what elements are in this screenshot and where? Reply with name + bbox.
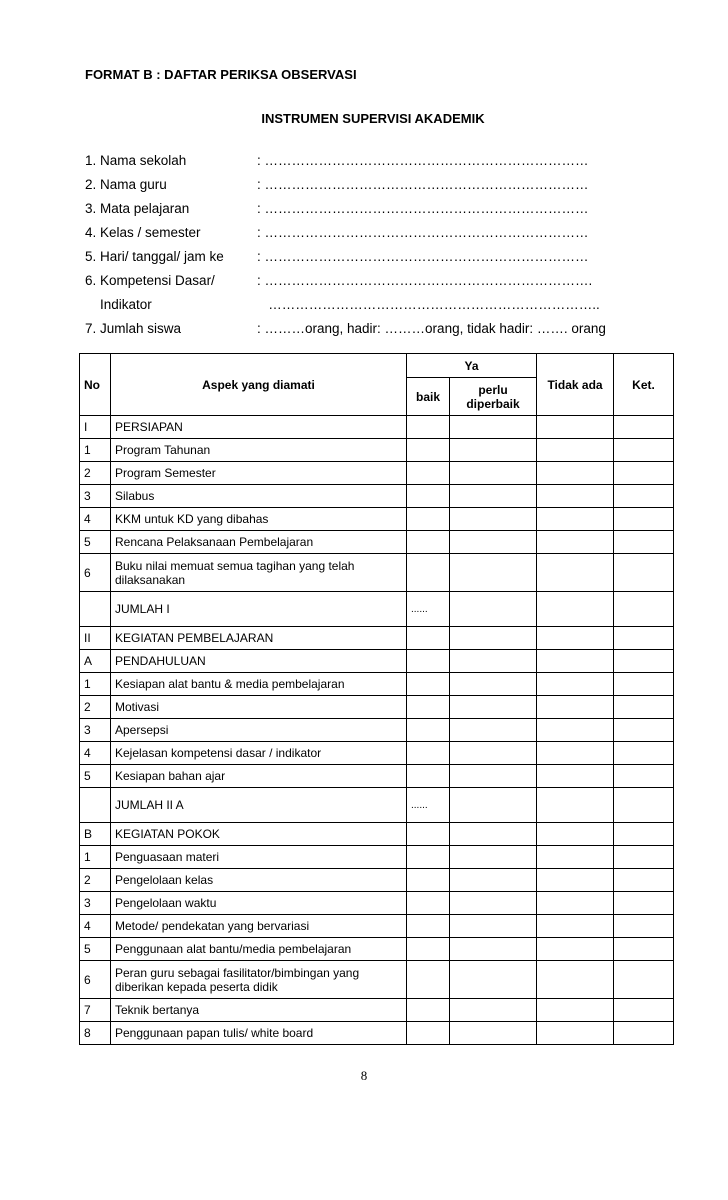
ket-cell[interactable] <box>614 485 674 508</box>
ket-cell[interactable] <box>614 938 674 961</box>
row-number: 8 <box>80 1022 111 1045</box>
perlu-cell[interactable] <box>450 696 537 719</box>
tidak-ada-cell[interactable] <box>537 1022 614 1045</box>
tidak-ada-cell[interactable] <box>537 788 614 823</box>
baik-cell[interactable] <box>407 742 450 765</box>
row-aspect: Rencana Pelaksanaan Pembelajaran <box>111 531 407 554</box>
table-row <box>80 765 674 788</box>
field-value: : ……………………………………………………………… <box>257 153 589 168</box>
document-title <box>0 111 728 126</box>
row-number: 4 <box>80 742 111 765</box>
row-aspect: KEGIATAN POKOK <box>111 823 407 846</box>
field-label: 2. Nama guru <box>85 177 167 192</box>
baik-cell[interactable] <box>407 999 450 1022</box>
perlu-cell[interactable] <box>450 788 537 823</box>
baik-cell[interactable] <box>407 961 450 999</box>
row-number: 5 <box>80 765 111 788</box>
tidak-ada-cell[interactable] <box>537 961 614 999</box>
baik-cell[interactable] <box>407 915 450 938</box>
perlu-cell[interactable] <box>450 508 537 531</box>
row-number <box>80 788 111 823</box>
perlu-cell[interactable] <box>450 462 537 485</box>
table-row <box>80 846 674 869</box>
field-value: : ……………………………………………………………… <box>257 177 589 192</box>
tidak-ada-cell[interactable] <box>537 508 614 531</box>
perlu-cell[interactable] <box>450 869 537 892</box>
tidak-ada-cell[interactable] <box>537 915 614 938</box>
tidak-ada-cell[interactable] <box>537 439 614 462</box>
baik-cell[interactable] <box>407 938 450 961</box>
row-number: 5 <box>80 938 111 961</box>
tidak-ada-cell[interactable] <box>537 650 614 673</box>
perlu-cell[interactable] <box>450 961 537 999</box>
table-row <box>80 416 674 439</box>
header-ya: Ya <box>407 354 537 378</box>
tidak-ada-cell[interactable] <box>537 719 614 742</box>
perlu-cell[interactable] <box>450 673 537 696</box>
perlu-cell[interactable] <box>450 765 537 788</box>
baik-cell[interactable]: ...... <box>407 592 450 627</box>
perlu-cell[interactable] <box>450 592 537 627</box>
ket-cell[interactable] <box>614 742 674 765</box>
row-aspect: KEGIATAN PEMBELAJARAN <box>111 627 407 650</box>
row-aspect: PENDAHULUAN <box>111 650 407 673</box>
table-row <box>80 531 674 554</box>
row-aspect: Metode/ pendekatan yang bervariasi <box>111 915 407 938</box>
perlu-cell[interactable] <box>450 999 537 1022</box>
baik-cell[interactable] <box>407 508 450 531</box>
perlu-cell[interactable] <box>450 485 537 508</box>
baik-cell[interactable] <box>407 485 450 508</box>
header-no: No <box>80 354 111 416</box>
table-row <box>80 554 674 592</box>
table-row <box>80 938 674 961</box>
header-aspek: Aspek yang diamati <box>111 354 407 416</box>
ket-cell[interactable] <box>614 554 674 592</box>
table-row <box>80 742 674 765</box>
ket-cell[interactable] <box>614 650 674 673</box>
baik-cell[interactable] <box>407 531 450 554</box>
perlu-cell[interactable] <box>450 531 537 554</box>
ket-cell[interactable] <box>614 999 674 1022</box>
baik-cell[interactable] <box>407 869 450 892</box>
table-row <box>80 439 674 462</box>
perlu-cell[interactable] <box>450 742 537 765</box>
row-number: 2 <box>80 869 111 892</box>
tidak-ada-cell[interactable] <box>537 999 614 1022</box>
row-number: 3 <box>80 719 111 742</box>
row-number: 6 <box>80 554 111 592</box>
ket-cell[interactable] <box>614 508 674 531</box>
table-row <box>80 788 674 823</box>
row-aspect: JUMLAH I <box>111 592 407 627</box>
ket-cell[interactable] <box>614 439 674 462</box>
table-row <box>80 999 674 1022</box>
baik-cell[interactable] <box>407 627 450 650</box>
tidak-ada-cell[interactable] <box>537 416 614 439</box>
perlu-cell[interactable] <box>450 1022 537 1045</box>
field-label: Indikator <box>85 297 152 312</box>
table-row <box>80 823 674 846</box>
tidak-ada-cell[interactable] <box>537 938 614 961</box>
perlu-cell[interactable] <box>450 554 537 592</box>
baik-cell[interactable]: ...... <box>407 788 450 823</box>
table-row <box>80 915 674 938</box>
observation-table <box>79 353 674 1045</box>
field-label: 6. Kompetensi Dasar/ <box>85 273 215 288</box>
row-aspect: Pengelolaan waktu <box>111 892 407 915</box>
table-row <box>80 673 674 696</box>
row-aspect: Apersepsi <box>111 719 407 742</box>
field-value: ……………………………………………………………….. <box>257 297 600 312</box>
row-aspect: JUMLAH II A <box>111 788 407 823</box>
field-value: : ……………………………………………………………… <box>257 249 589 264</box>
ket-cell[interactable] <box>614 788 674 823</box>
baik-cell[interactable] <box>407 823 450 846</box>
table-row <box>80 1022 674 1045</box>
row-aspect: Kesiapan bahan ajar <box>111 765 407 788</box>
row-aspect: Buku nilai memuat semua tagihan yang telah dilaksanakan <box>111 554 407 592</box>
baik-cell[interactable] <box>407 650 450 673</box>
tidak-ada-cell[interactable] <box>537 869 614 892</box>
ket-cell[interactable] <box>614 416 674 439</box>
perlu-cell[interactable] <box>450 416 537 439</box>
field-label: 3. Mata pelajaran <box>85 201 190 216</box>
ket-cell[interactable] <box>614 915 674 938</box>
baik-cell[interactable] <box>407 1022 450 1045</box>
row-number: 6 <box>80 961 111 999</box>
row-aspect: Program Tahunan <box>111 439 407 462</box>
document-title-text: INSTRUMEN SUPERVISI AKADEMIK <box>261 111 485 126</box>
row-number: 5 <box>80 531 111 554</box>
row-number: 1 <box>80 673 111 696</box>
row-aspect: Teknik bertanya <box>111 999 407 1022</box>
table-row <box>80 485 674 508</box>
row-aspect: Program Semester <box>111 462 407 485</box>
header-baik: baik <box>407 378 450 416</box>
tidak-ada-cell[interactable] <box>537 846 614 869</box>
tidak-ada-cell[interactable] <box>537 485 614 508</box>
row-number: 2 <box>80 462 111 485</box>
perlu-cell[interactable] <box>450 938 537 961</box>
ket-cell[interactable] <box>614 627 674 650</box>
perlu-cell[interactable] <box>450 823 537 846</box>
field-label: 5. Hari/ tanggal/ jam ke <box>85 249 224 264</box>
row-number: 1 <box>80 846 111 869</box>
row-aspect: Kejelasan kompetensi dasar / indikator <box>111 742 407 765</box>
perlu-cell[interactable] <box>450 627 537 650</box>
tidak-ada-cell[interactable] <box>537 592 614 627</box>
row-aspect: Penggunaan papan tulis/ white board <box>111 1022 407 1045</box>
ket-cell[interactable] <box>614 1022 674 1045</box>
row-number: I <box>80 416 111 439</box>
tidak-ada-cell[interactable] <box>537 531 614 554</box>
row-number: A <box>80 650 111 673</box>
ket-cell[interactable] <box>614 531 674 554</box>
ket-cell[interactable] <box>614 592 674 627</box>
perlu-cell[interactable] <box>450 915 537 938</box>
table-row <box>80 719 674 742</box>
tidak-ada-cell[interactable] <box>537 765 614 788</box>
tidak-ada-cell[interactable] <box>537 673 614 696</box>
field-value: : ………………………………………………………………. <box>257 273 593 288</box>
tidak-ada-cell[interactable] <box>537 696 614 719</box>
row-number: B <box>80 823 111 846</box>
tidak-ada-cell[interactable] <box>537 462 614 485</box>
tidak-ada-cell[interactable] <box>537 554 614 592</box>
baik-cell[interactable] <box>407 892 450 915</box>
table-row <box>80 650 674 673</box>
baik-cell[interactable] <box>407 696 450 719</box>
table-row <box>80 627 674 650</box>
format-heading: FORMAT B : DAFTAR PERIKSA OBSERVASI <box>85 67 357 82</box>
baik-cell[interactable] <box>407 765 450 788</box>
perlu-cell[interactable] <box>450 846 537 869</box>
ket-cell[interactable] <box>614 846 674 869</box>
ket-cell[interactable] <box>614 892 674 915</box>
header-ket: Ket. <box>614 354 674 416</box>
field-value: : ………orang, hadir: ………orang, tidak hadir: ……. orang <box>257 321 606 336</box>
row-number: 4 <box>80 508 111 531</box>
row-aspect: Penguasaan materi <box>111 846 407 869</box>
ket-cell[interactable] <box>614 462 674 485</box>
header-perlu: perlu diperbaik <box>450 378 537 416</box>
perlu-cell[interactable] <box>450 439 537 462</box>
row-aspect: PERSIAPAN <box>111 416 407 439</box>
ket-cell[interactable] <box>614 961 674 999</box>
table-row <box>80 592 674 627</box>
ket-cell[interactable] <box>614 823 674 846</box>
row-number: II <box>80 627 111 650</box>
row-aspect: Kesiapan alat bantu & media pembelajaran <box>111 673 407 696</box>
baik-cell[interactable] <box>407 416 450 439</box>
row-number: 3 <box>80 485 111 508</box>
perlu-cell[interactable] <box>450 892 537 915</box>
field-label: 1. Nama sekolah <box>85 153 187 168</box>
row-number: 3 <box>80 892 111 915</box>
row-number: 1 <box>80 439 111 462</box>
row-number: 2 <box>80 696 111 719</box>
field-label: 7. Jumlah siswa <box>85 321 182 336</box>
baik-cell[interactable] <box>407 719 450 742</box>
tidak-ada-cell[interactable] <box>537 823 614 846</box>
baik-cell[interactable] <box>407 846 450 869</box>
row-number <box>80 592 111 627</box>
row-aspect: Silabus <box>111 485 407 508</box>
row-aspect: Motivasi <box>111 696 407 719</box>
perlu-cell[interactable] <box>450 650 537 673</box>
row-aspect: Pengelolaan kelas <box>111 869 407 892</box>
baik-cell[interactable] <box>407 439 450 462</box>
ket-cell[interactable] <box>614 673 674 696</box>
baik-cell[interactable] <box>407 462 450 485</box>
table-row <box>80 508 674 531</box>
header-tidak-ada: Tidak ada <box>537 354 614 416</box>
table-row <box>80 892 674 915</box>
table-row <box>80 462 674 485</box>
field-value: : ……………………………………………………………… <box>257 225 589 240</box>
row-aspect: Penggunaan alat bantu/media pembelajaran <box>111 938 407 961</box>
field-value: : ……………………………………………………………… <box>257 201 589 216</box>
ket-cell[interactable] <box>614 696 674 719</box>
row-aspect: Peran guru sebagai fasilitator/bimbingan yang diberikan kepada peserta didik <box>111 961 407 999</box>
table-row <box>80 961 674 999</box>
field-label: 4. Kelas / semester <box>85 225 201 240</box>
row-number: 7 <box>80 999 111 1022</box>
baik-cell[interactable] <box>407 673 450 696</box>
row-number: 4 <box>80 915 111 938</box>
baik-cell[interactable] <box>407 554 450 592</box>
page-number: 8 <box>360 1068 368 1083</box>
tidak-ada-cell[interactable] <box>537 627 614 650</box>
row-aspect: KKM untuk KD yang dibahas <box>111 508 407 531</box>
tidak-ada-cell[interactable] <box>537 892 614 915</box>
perlu-cell[interactable] <box>450 719 537 742</box>
ket-cell[interactable] <box>614 869 674 892</box>
tidak-ada-cell[interactable] <box>537 742 614 765</box>
ket-cell[interactable] <box>614 719 674 742</box>
table-row <box>80 696 674 719</box>
table-row <box>80 869 674 892</box>
ket-cell[interactable] <box>614 765 674 788</box>
